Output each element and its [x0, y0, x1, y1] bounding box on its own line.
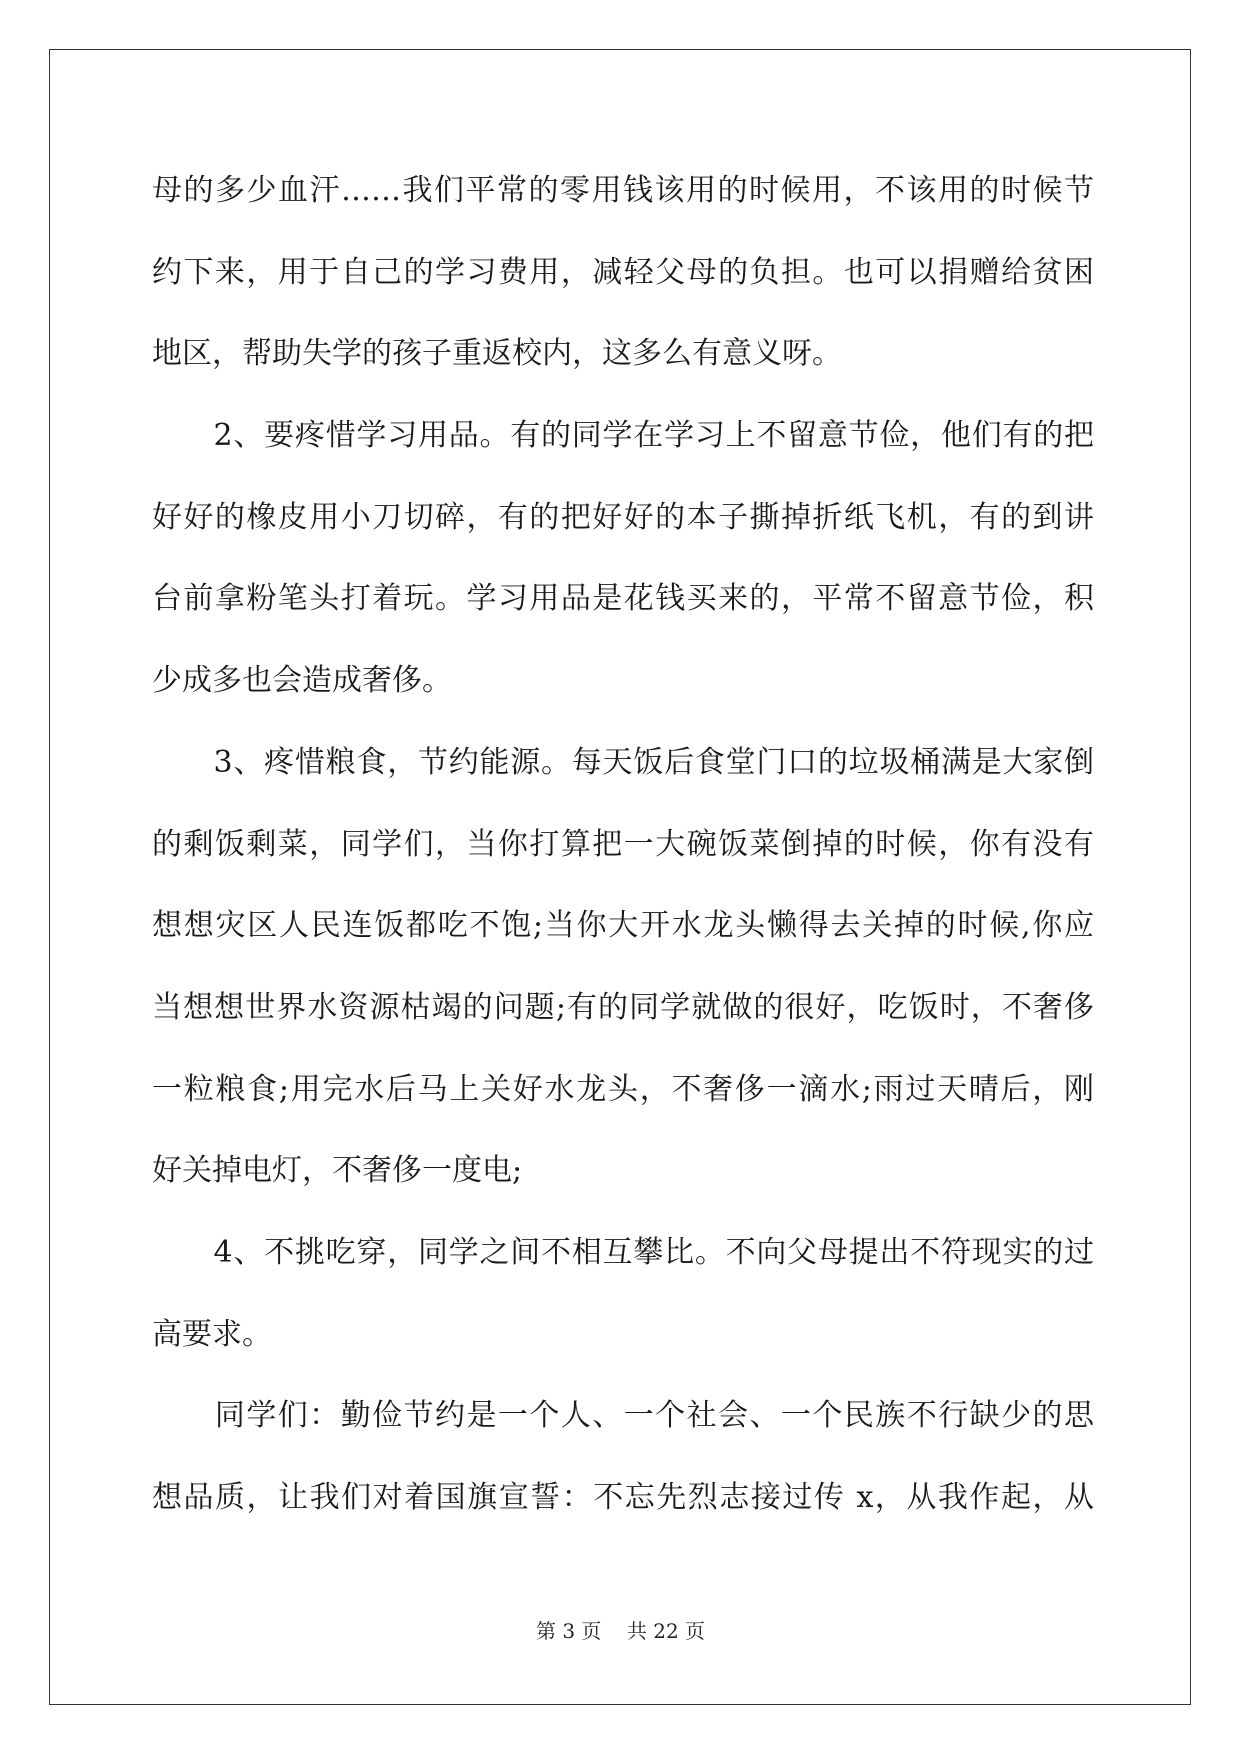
document-body: [152, 150, 1094, 1539]
text-line-4: 2、要疼惜学习用品。有的同学在学习上不留意节俭，他们有的把: [152, 418, 1094, 454]
text-line-1: 母的多少血汗……我们平常的零用钱该用的时候用，不该用的时候节: [152, 173, 1094, 208]
text-line-13: 好关掉电灯，不奢侈一度电;: [152, 1153, 523, 1189]
text-line-15: 高要求。: [152, 1316, 272, 1352]
page-footer: [0, 1615, 1241, 1644]
text-line-2: 约下来，用于自己的学习费用，减轻父母的负担。也可以捐赠给贫困: [152, 254, 1094, 290]
text-line-6: 台前拿粉笔头打着玩。学习用品是花钱买来的，平常不留意节俭，积: [152, 581, 1094, 617]
text-line-3: 地区，帮助失学的孩子重返校内，这多么有意义呀。: [152, 336, 842, 372]
page-number: 第 3 页: [535, 1619, 602, 1643]
text-line-9: 的剩饭剩菜，同学们，当你打算把一大碗饭菜倒掉的时候，你有没有: [152, 826, 1094, 862]
text-line-14: 4、不挑吃穿，同学之间不相互攀比。不向父母提出不符现实的过: [152, 1234, 1094, 1270]
text-line-17: 想品质，让我们对着国旗宣誓：不忘先烈志接过传 x，从我作起，从: [152, 1480, 1094, 1515]
text-line-7: 少成多也会造成奢侈。: [152, 663, 452, 699]
page-total: 共 22 页: [626, 1619, 706, 1643]
text-line-12: 一粒粮食;用完水后马上关好水龙头，不奢侈一滴水;雨过天晴后，刚: [152, 1071, 1094, 1107]
text-line-16: 同学们：勤俭节约是一个人、一个社会、一个民族不行缺少的思: [152, 1398, 1094, 1434]
text-line-8: 3、疼惜粮食，节约能源。每天饭后食堂门口的垃圾桶满是大家倒: [152, 744, 1094, 780]
text-line-10: 想想灾区人民连饭都吃不饱;当你大开水龙头懒得去关掉的时候,你应: [152, 908, 1094, 944]
text-line-5: 好好的橡皮用小刀切碎，有的把好好的本子撕掉折纸飞机，有的到讲: [152, 499, 1094, 535]
text-line-11: 当想想世界水资源枯竭的问题;有的同学就做的很好，吃饭时，不奢侈: [152, 989, 1094, 1025]
